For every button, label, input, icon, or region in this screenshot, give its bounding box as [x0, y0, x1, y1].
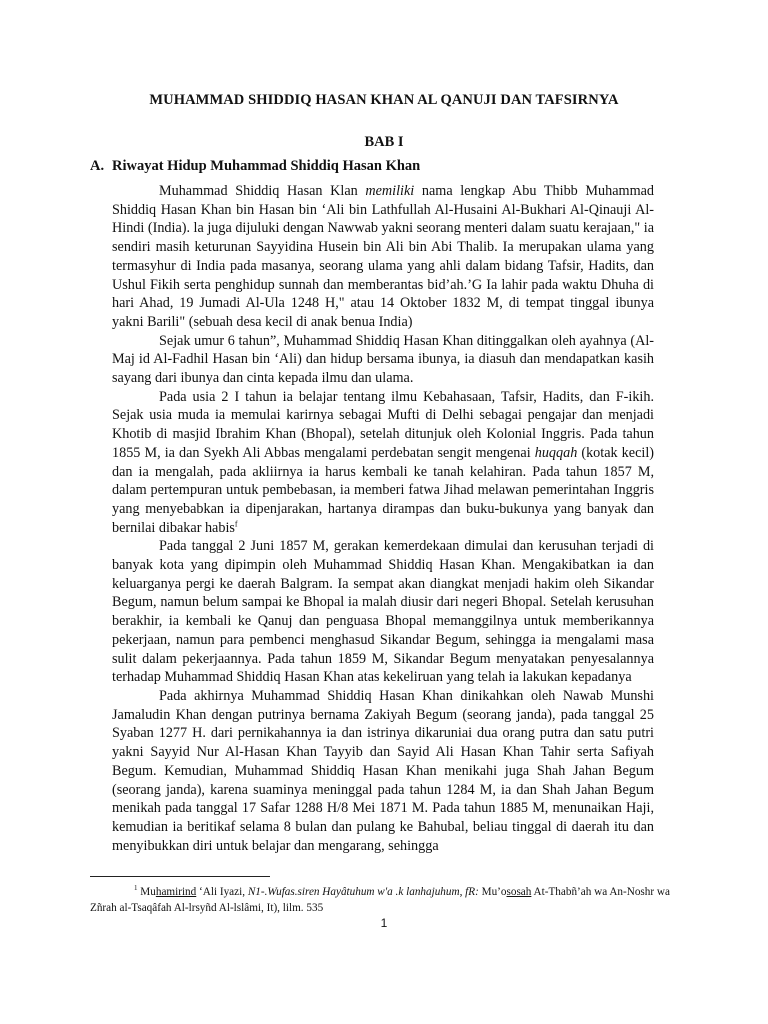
italic-term: huqqah — [534, 444, 578, 461]
chapter-heading: BAB I — [364, 134, 404, 150]
italic-term: memiliki — [365, 183, 415, 199]
section-title: Riwayat Hidup Muhammad Shiddiq Hasan Khan — [112, 158, 421, 174]
paragraph-text: (kotak kecil) dan ia mengalah, pada akliirnya ia harus kembali ke tanah kelahiran. Pada tahun 1857 M, dalam pertempuran untuk pembebasan, ia memberi fatwa Jihad melawan pemerintahan Inggris yang menyebabkan ia dipenjarakan, hartanya dirampas dan buku-bukunya yang banyak dan bernilai dibakar habis — [112, 444, 654, 536]
section-marker: A. — [90, 158, 105, 174]
paragraph — [112, 687, 654, 855]
document-title: MUHAMMAD SHIDDIQ HASAN KHAN AL QANUJI DAN TAFSIRNYA — [149, 92, 619, 108]
paragraph — [112, 332, 654, 388]
paragraph — [112, 182, 654, 332]
footnote-underlined-text: sosah — [506, 886, 532, 898]
footnote-text: ‘Ali Iyazi, — [196, 886, 248, 898]
paragraph — [112, 537, 654, 687]
paragraph-text: Pada tanggal 2 Juni 1857 M, gerakan kemerdekaan dimulai dan kerusuhan terjadi di banyak kota yang dipimpin oleh Muhammad Shiddiq Hasan Khan. Mengakibatkan ia dan keluarganya pergi ke daerah Balgram. Ia sempat akan diangkat menjadi hakim oleh Sikandar Begum, namun belum sampai ke Bhopal ia malah diusir dari negeri Bhopal. Setelah kerusuhan berakhir, ia kembali ke Qanuj dan penguasa Bhopal memanggilnya untuk memberikannya pekerjaan, namun para pembenci menghasud Sikandar Begum, sehingga ia mengalami masa sulit dalam pekerjaannya. Pada tahun 1859 M, Sikandar Begum menyatakan penyesalannya terhadap Muhammad Shiddiq Hasan Khan atas kekeliruan yang telah ia lakukan kepadanya — [112, 538, 654, 686]
paragraph-text: Muhammad Shiddiq Hasan Klan — [159, 183, 366, 199]
page-number: 1 — [380, 916, 388, 930]
section-heading — [90, 158, 690, 175]
paragraph-text: Pada akhirnya Muhammad Shiddiq Hasan Khan dinikahkan oleh Nawab Munshi Jamaludin Khan dengan putrinya bernama Zakiyah Begum (seorang janda), pada tanggal 25 Syaban 1277 H. dari pernikahannya ia dan istrinya dikaruniai dua orang putra dan satu putri yakni Sayyid Nur Al-Hasan Khan Tayyib dan Sayid Ali Hasan Khan Tahir serta Safiyah Begum. Kemudian, Muhammad Shiddiq Hasan Khan menikahi juga Shah Jahan Begum (seorang janda), karena suaminya meninggal pada tahun 1284 M, ia dan Shah Jahan Begum menikah pada tanggal 17 Safar 1288 H/8 Mei 1871 M. Pada tahun 1885 M, menunaikan Haji, kemudian ia beritikaf selama 8 bulan dan pulang ke Bahubal, beliau tinggal di daerah itu dan menyibukkan diri untuk belajar dan mengarang, sehingga — [112, 687, 654, 854]
footnote-divider — [90, 876, 270, 877]
body-text — [112, 182, 654, 855]
paragraph-text: Pada usia 2 I tahun ia belajar tentang ilmu Kebahasaan, Tafsir, Hadits, dan F-ikih. Sejak usia muda ia memulai karirnya sebagai Mufti di Delhi sebagai pengajar dan menjadi Khotib di masjid Ibrahim Khan (Bhopal), setelah ditunjuk oleh Kolonial Inggris. Pada tahun 1855 M, ia dan Syekh Ali Abbas mengalami perdebatan sengit mengenai — [112, 388, 654, 461]
paragraph-text: nama lengkap Abu Thibb Muhammad Shiddiq Hasan Khan bin Hasan bin ‘Ali bin Lathfullah Al-Husaini Al-Bukhari Al-Qinauji Al- Hindi (India). la juga dijuluki dengan Nawwab yakni seorang menteri dalam suatu kerajaan," ia sendiri masih keturunan Sayyidina Husein bin Ali bin Abi Thalib. Ia merupakan ulama yang termasyhur di India pada masanya, seorang ulama yang ahli dalam bidang Tafsir, Hadits, dan Ushul Fikih serta penghidup sunnah dan memberantas bid’ah.’G Ia lahir pada waktu Dhuha di hari Ahad, 19 Jumadi Al-Ula 1248 H," atau 14 Oktober 1832 M, di tempat tinggal ibunya yakni Barili" (sebuah desa kecil di anak benua India) — [112, 183, 654, 330]
footnote-text: Mu — [140, 886, 156, 898]
footnote-underlined-text: hamirind — [155, 886, 197, 898]
footnote-text: Mu’o — [478, 886, 507, 898]
footnote — [90, 884, 680, 916]
footnote-reference: f — [234, 518, 238, 528]
footnote-italic-text: N1-.Wufas.siren Hayâtuhum w'a .k lanhajuhum, fR: — [247, 886, 479, 898]
footnote-number: 1 — [134, 884, 138, 893]
paragraph-text: Sejak umur 6 tahun”, Muhammad Shiddiq Hasan Khan ditinggalkan oleh ayahnya (Al-Maj id Al-Fadhil Hasan bin ‘Ali) dan hidup bersama ibunya, ia diasuh dan mendapatkan kasih sayang dari ibunya dan cinta kepada ilmu dan ulama. — [112, 332, 654, 387]
paragraph — [112, 388, 654, 538]
footnote-text: At-Thabñ’ah wa An-Noshr wa Zñrah al-Tsaqâfah Al-lrsyñd Al-lslâmi, It), lilm. 535 — [90, 886, 670, 914]
